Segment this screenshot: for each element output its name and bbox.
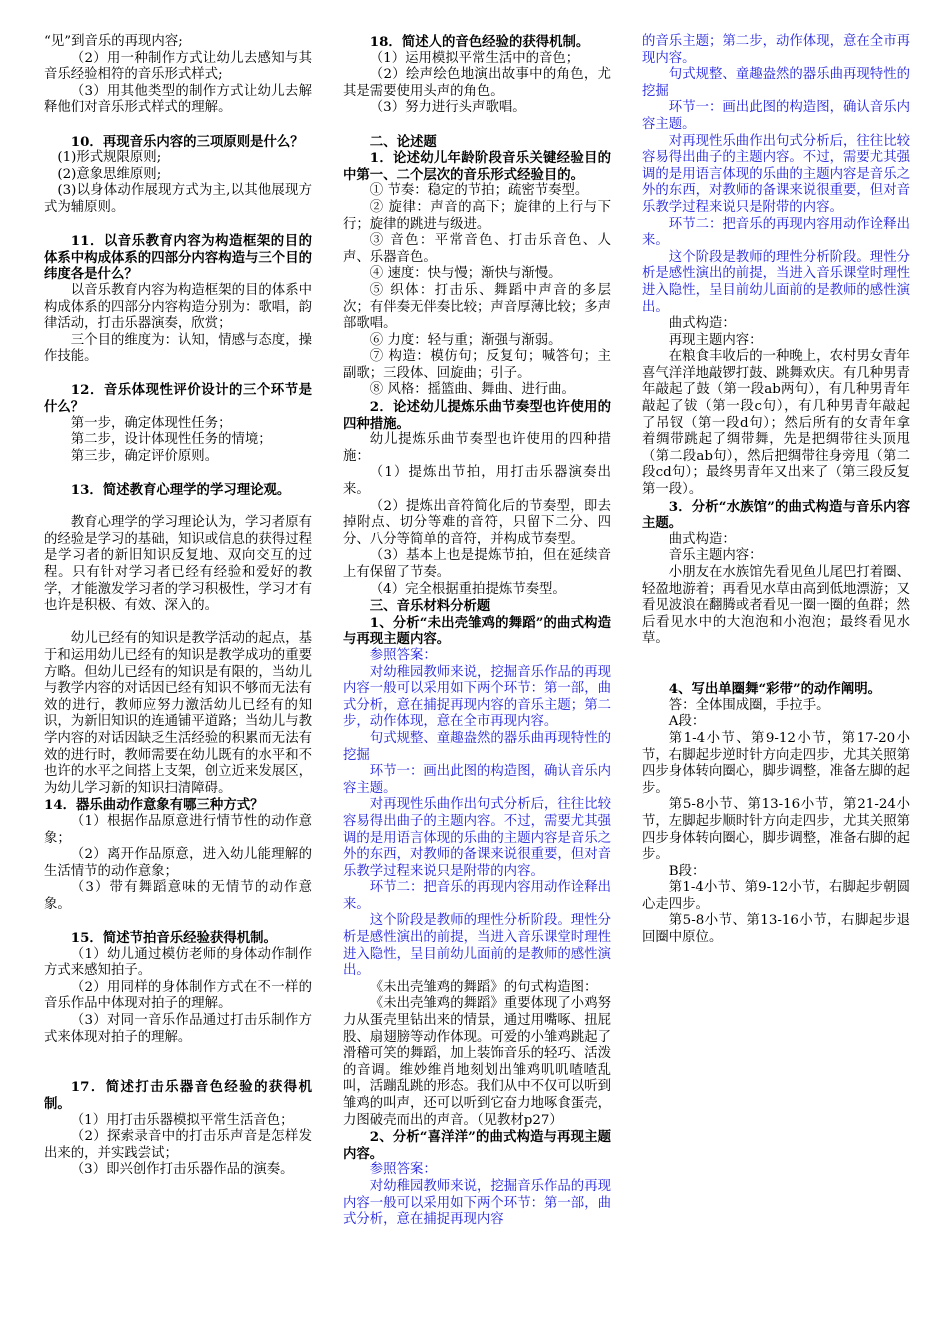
spacer bbox=[44, 499, 312, 516]
paragraph: 句式规整、童趣盎然的器乐曲再现特性的挖掘 bbox=[343, 730, 611, 763]
paragraph: 的音乐主题；第二步，动作体现，意在全市再现内容。 bbox=[642, 34, 910, 66]
paragraph: (1)形式规限原则; bbox=[57, 150, 162, 166]
column-right bbox=[642, 34, 910, 947]
paragraph: 在粮食丰收后的一种晚上，农村男女青年喜气洋洋地敲锣打鼓、跳舞欢庆。有几种男青年敲起了鼓（第一段ab两句），有几种男青年敲起了钹（第一段c句），有几种男青年敲起了吊钗（第一段d句）；然后所有的女青年拿着绸带跳起了绸带舞，先是把绸带往头顶甩（第二段ab句），然后把绸带往身旁甩（第二段cd句）；最终男青年又出来了（第三段反复第一段）。 bbox=[642, 349, 910, 498]
paragraph: 环节一：画出此图的构造图，确认音乐内容主题。 bbox=[642, 100, 910, 132]
question-heading: 14．器乐曲动作意象有哪三种方式？ bbox=[44, 797, 264, 814]
paragraph: 对再现性乐曲作出句式分析后，往往比较容易得出曲子的主题内容。不过，需要尤其强调的是用语言体现的乐曲的主题内容是音乐之外的东西，对教师的备课来说很重要，但对音乐教学过程来说只是附带的内容。 bbox=[343, 797, 611, 879]
paragraph: 《未出壳雏鸡的舞蹈》的句式构造图： bbox=[369, 979, 598, 995]
question-heading: 2．论述幼儿提炼乐曲节奏型也许使用的四种措施。 bbox=[343, 399, 611, 432]
paragraph: 环节一：画出此图的构造图，确认音乐内容主题。 bbox=[343, 764, 611, 796]
paragraph: （1）提炼出节拍，用打击乐器演奏出来。 bbox=[343, 465, 611, 498]
paragraph: 第5-8小节、第13-16小节，第21-24小节，左脚起步顺时针方向走四步，尤其关照第四步身体转向圈心，脚步调整，准备右脚的起步。 bbox=[642, 797, 910, 863]
paragraph: 句式规整、童趣盎然的器乐曲再现特性的挖掘 bbox=[642, 67, 910, 99]
question-heading: 4、写出单圈舞“彩带”的动作阐明。 bbox=[668, 681, 881, 698]
paragraph: ⑧ 风格：摇篮曲、舞曲、进行曲。 bbox=[369, 382, 575, 398]
paragraph: (3)以身体动作展现方式为主,以其他展现方式为辅原则。 bbox=[44, 183, 312, 215]
paragraph: （2）提炼出音符简化后的节奏型，即去掉附点、切分等难的音符，只留下二分、四分、八分等简单的音符，并构成节奏型。 bbox=[343, 498, 611, 547]
spacer bbox=[642, 648, 910, 665]
paragraph: 第一步，确定体现性任务； bbox=[70, 415, 232, 431]
paragraph: （1）运用模拟平常生活中的音色； bbox=[369, 50, 580, 66]
paragraph: A段： bbox=[668, 714, 706, 730]
column-middle bbox=[343, 34, 611, 1229]
paragraph: ① 节奏：稳定的节拍；疏密节奏型。 bbox=[369, 183, 589, 199]
paragraph: ⑥ 力度：轻与重；渐强与渐弱。 bbox=[369, 332, 562, 348]
paragraph: （2）离开作品原意，进入幼儿能理解的生活情节的动作意象； bbox=[44, 847, 312, 879]
paragraph: B段： bbox=[668, 863, 706, 879]
column-left bbox=[44, 34, 312, 1179]
paragraph: 以音乐教育内容为构造框架的目的体系中构成体系的四部分内容构造分别为：歌唱，韵律活动，打击乐器演奏，欣赏； bbox=[44, 282, 312, 332]
paragraph: (2)意象思维原则; bbox=[57, 166, 162, 182]
paragraph: （2）用一种制作方式让幼儿去感知与其音乐经验相符的音乐形式样式; bbox=[44, 50, 312, 83]
paragraph: （3）基本上也是提炼节拍，但在延续音上有保留了节奏。 bbox=[343, 548, 611, 580]
paragraph: ④ 速度：快与慢；渐快与渐慢。 bbox=[369, 266, 562, 282]
paragraph: 音乐主题内容： bbox=[668, 548, 763, 564]
paragraph: ③ 音色：平常音色、打击乐音色、人声、乐器音色。 bbox=[343, 233, 611, 265]
paragraph: 第1-4小节、第9-12小节，第17-20小节，右脚起步逆时针方向走四步，尤其关照第四步身体转向圈心，脚步调整，准备左脚的起步。 bbox=[642, 730, 910, 796]
paragraph: 对幼稚园教师来说，挖掘音乐作品的再现内容一般可以采用如下两个环节：第一部，曲式分析，意在捕捉再现内容的音乐主题；第二步，动作体现，意在全市再现内容。 bbox=[343, 664, 611, 730]
spacer bbox=[44, 465, 312, 482]
paragraph: （1）幼儿通过模仿老师的身体动作制作方式来感知拍子。 bbox=[44, 946, 312, 979]
question-heading: 18．简述人的音色经验的获得机制。 bbox=[369, 34, 590, 50]
paragraph: 对再现性乐曲作出句式分析后，往往比较容易得出曲子的主题内容。不过，需要尤其强调的是用语言体现的乐曲的主题内容是音乐之外的东西，对教师的备课来说很重要，但对音乐教学过程来说只是附带的内容。 bbox=[642, 133, 910, 215]
paragraph: （2）探索录音中的打击乐声音是怎样发出来的，并实践尝试； bbox=[44, 1129, 312, 1161]
spacer bbox=[44, 1063, 312, 1080]
paragraph: 参照答案： bbox=[369, 647, 437, 663]
paragraph: （1）根据作品原意进行情节性的动作意象； bbox=[44, 813, 312, 846]
question-heading: 13．简述教育心理学的学习理论观。 bbox=[70, 482, 291, 499]
question-heading: 12．音乐体现性评价设计的三个环节是什么？ bbox=[44, 382, 312, 416]
question-heading: 1、分析“未出壳雏鸡的舞蹈”的曲式构造与再现主题内容。 bbox=[343, 614, 611, 648]
paragraph: （3）对同一音乐作品通过打击乐制作方式来体现对拍子的理解。 bbox=[44, 1013, 312, 1045]
paragraph: 第1-4小节、第9-12小节，右脚起步朝圆心走四步。 bbox=[642, 880, 910, 912]
paragraph: “见”到音乐的再现内容; bbox=[44, 34, 183, 49]
spacer bbox=[343, 117, 611, 134]
paragraph: 小朋友在水族馆先看见鱼儿尾巴打着圈、轻盈地游着；再看见水草由高到低地漂游；又看见波浪在翻腾或者看见一圈一圈的鱼群；然后看见水中的大泡泡和小泡泡；最终看见水草。 bbox=[642, 565, 910, 647]
paragraph: 幼儿已经有的知识是教学活动的起点，基于和运用幼儿已经有的知识是教学成功的重要方略。但幼儿已经有的知识是有限的，当幼儿与教学内容的对话因已经有知识不够而无法有效的进行，教师应努力激活幼儿已经有的知识，为新旧知识的连通铺平道路；当幼儿与教学内容的对话因缺乏生活经验的积累而无法有效的进行时，教师需要在幼儿既有的水平和不也许的水平之间搭上支架，创立近来发展区，为幼儿学习新的知识扫清障碍。 bbox=[44, 631, 312, 796]
question-heading: 3．分析“水族馆”的曲式构造与音乐内容主题。 bbox=[642, 498, 910, 532]
paragraph: 这个阶段是教师的理性分析阶段。理性分析是感性演出的前提，当进入音乐课堂时理性进入隐性，呈目前幼儿面前的是教师的感性演出。 bbox=[343, 913, 611, 979]
spacer bbox=[44, 1046, 312, 1063]
paragraph: 第三步，确定评价原则。 bbox=[70, 448, 219, 464]
paragraph: 曲式构造： bbox=[668, 531, 736, 547]
paragraph: 对幼稚园教师来说，挖掘音乐作品的再现内容一般可以采用如下两个环节：第一部，曲式分析，意在捕捉再现内容 bbox=[343, 1178, 611, 1228]
paragraph: （3）用其他类型的制作方式让幼儿去解释他们对音乐形式样式的理解。 bbox=[44, 83, 312, 116]
spacer bbox=[44, 117, 312, 134]
spacer bbox=[44, 615, 312, 632]
question-heading: 17．简述打击乐器音色经验的获得机制。 bbox=[44, 1079, 312, 1112]
paragraph: 答：全体围成圈，手拉手。 bbox=[668, 697, 830, 713]
paragraph: 这个阶段是教师的理性分析阶段。理性分析是感性演出的前提，当进入音乐课堂时理性进入隐性，呈目前幼儿面前的是教师的感性演出。 bbox=[642, 249, 910, 315]
question-heading: 15．简述节拍音乐经验获得机制。 bbox=[70, 930, 277, 947]
question-heading: 2、分析“喜洋洋”的曲式构造与再现主题内容。 bbox=[343, 1129, 611, 1162]
paragraph: 曲式构造： bbox=[668, 316, 736, 332]
paragraph: 第5-8小节、第13-16小节，右脚起步退回圈中原位。 bbox=[642, 913, 910, 946]
paragraph: （2）用同样的身体制作方式在不一样的音乐作品中体现对拍子的理解。 bbox=[44, 979, 312, 1012]
paragraph: ⑦ 构造：模仿句；反复句；喊答句；主副歌；三段体、回旋曲；引子。 bbox=[343, 349, 611, 381]
spacer bbox=[44, 217, 312, 234]
spacer bbox=[44, 366, 312, 383]
paragraph: （3）带有舞蹈意味的无情节的动作意象。 bbox=[44, 880, 312, 912]
paragraph: 环节二：把音乐的再现内容用动作诠释出来。 bbox=[642, 216, 910, 249]
paragraph: 再现主题内容： bbox=[668, 332, 763, 348]
question-heading: 二、论述题 bbox=[369, 133, 437, 150]
paragraph: （3）努力进行头声歌唱。 bbox=[369, 100, 526, 116]
paragraph: （2）绘声绘色地演出故事中的角色，尤其是需要使用头声的角色。 bbox=[343, 67, 611, 99]
question-heading: 三、音乐材料分析题 bbox=[369, 598, 491, 615]
spacer bbox=[642, 665, 910, 682]
paragraph: （3）即兴创作打击乐器作品的演奏。 bbox=[70, 1162, 294, 1178]
question-heading: 11．以音乐教育内容为构造框架的目的体系中构成体系的四部分内容构造与三个目的纬度各是什么？ bbox=[44, 233, 312, 283]
paragraph: （4）完全根据重拍提炼节奏型。 bbox=[369, 581, 566, 597]
question-heading: 1．论述幼儿年龄阶段音乐关键经验目的中第一、二个层次的音乐形式经验目的。 bbox=[343, 150, 611, 183]
paragraph: 《未出壳雏鸡的舞蹈》重要体现了小鸡努力从蛋壳里钻出来的情景，通过用嘴啄、扭屁股、扇翅膀等动作体现。可爱的小雏鸡跳起了滑稽可笑的舞蹈，加上装饰音乐的轻巧、活泼的音调。维妙维肖地刻划出雏鸡叽叽喳喳乱叫，活蹦乱跳的形态。我们从中不仅可以听到雏鸡的叫声，还可以听到它奋力地啄食蛋壳，力图破壳而出的声音。（见教材p27） bbox=[343, 996, 611, 1128]
paragraph: 三个目的维度为：认知，情感与态度，操作技能。 bbox=[44, 332, 312, 365]
paragraph: ② 旋律：声音的高下；旋律的上行与下行；旋律的跳进与级进。 bbox=[343, 199, 611, 232]
question-heading: 10．再现音乐内容的三项原则是什么？ bbox=[70, 133, 304, 150]
paragraph: （1）用打击乐器模拟平常生活音色； bbox=[70, 1112, 294, 1128]
paragraph: 环节二：把音乐的再现内容用动作诠释出来。 bbox=[343, 880, 611, 912]
paragraph: 参照答案： bbox=[369, 1162, 437, 1178]
paragraph: 第二步，设计体现性任务的情境； bbox=[70, 432, 272, 448]
paragraph: ⑤ 织体：打击乐、舞蹈中声音的多层次；有伴奏无伴奏比较；声音厚薄比较；多声部歌唱。 bbox=[343, 282, 611, 332]
paragraph: 教育心理学的学习理论认为，学习者原有的经验是学习的基础，知识或信息的获得过程是学习者的新旧知识反复地、双向交互的过程。只有针对学习者已经有经验和爱好的教学，才能激发学习者的学习积极性，学习才有也许是积极、有效、深入的。 bbox=[44, 515, 312, 614]
spacer bbox=[44, 913, 312, 930]
paragraph: 幼儿提炼乐曲节奏型也许使用的四种措施： bbox=[343, 432, 611, 464]
